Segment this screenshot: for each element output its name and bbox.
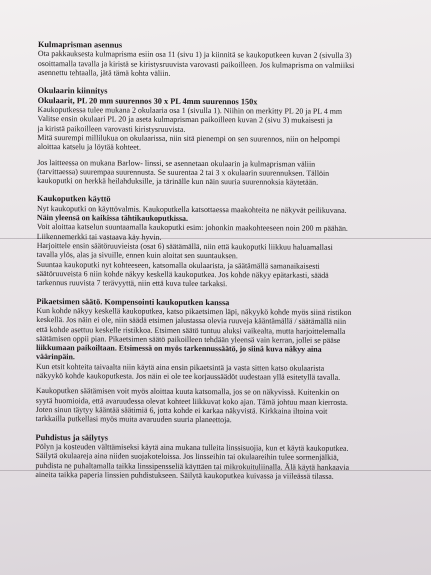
text-line-bold: Näin yleensä on kaikissa tähtikaukoputkissa. [36,213,189,224]
text-line-bold: liikkumaan paikoiltaan. Etsimessä on myös tarkennussäätö, jo siinä kuva näkyy aina [36,343,322,354]
text-line: Pölyn ja kosteuden välttämiseksi käytä aina mukana tulleita linssisuojia, kun et käytä kaukoputkea. [35,441,349,453]
text-line: tavalla ylös, alas ja sivuille, ennen kuin aloitat sen suuntauksen. [36,250,238,261]
text-line: Valitse ensin okulaari PL 20 ja aseta kulmaprisman paikoilleen kuvan 2 (sivu 3) mukaisesti ja [37,114,333,126]
text-line: syytä huomioida, että avaruudessa olevat kohteet liikkuvat koko ajan. Tämä johtuu maan kierrosta. [35,395,348,407]
text-line: säätämisen oppii pian. Pikaetsimen säätö paikoilleen tehdään yleensä vain kerran, jollei se pääse [36,333,341,345]
text-line: Kaukoputken säätämisen voit myös aloittaa kuuta katsomalla, jos se on näkyvissä. Kuitenkin on [35,386,340,398]
text-line: keskellä. Jos näin ei ole, niin säädä etsimen jalustassa olevia ruuveja kääntämällä / säätämällä niin [36,315,347,327]
text-line: puhdista ne puhaltamalla taikka linssipensseliä käyttäen tai mikrokuituliinalla. Älä käytä hankaavia [35,460,349,472]
text-line: Kun kohde näkyy keskellä kaukoputkea, katso pikaetsimen läpi, näkyykö kohde myös siinä ristikon [36,305,352,317]
text-line: säätöruuveista 6 niin kohde näkyy keskellä kaukoputkea. Jos kohde näkyy epätarkasti, säädä [36,268,329,280]
section-okulaari [37,86,426,188]
section-heading: Okulaarin kiinnitys [37,86,108,96]
text-line: Kaukoputkessa tulee mukana 2 okulaaria osa 1 (sivulla 1). Niihin on merkitty PL 20 ja PL 4 mm [37,105,343,116]
text-line: osoittamalla tavalla ja kiristä se kiristysruuvista varovasti paikoilleen. Jos kulmaprisma on valmiiksi [37,58,355,70]
section-heading: Kaukoputken käyttö [37,194,111,204]
section-subheading: Okulaarit, PL 20 mm suurennos 30 x PL 4mm suurennos 150x [37,95,258,107]
text-line: että kohde asettuu keskelle ristikkoa. Etsimen säätö tuntuu aluksi vaikealta, mutta harjoittelemalla [36,324,346,336]
text-line: tarkkailla putkellasi myös muita avaruuden suuria planeettoja. [35,414,232,425]
text-line: (tarvittaessa) suurempaa suurennusta. Se suurentaa 2 tai 3 x okulaarin suurennuksen. Tällöin [37,166,330,178]
section-heading: Puhdistus ja säilytys [35,432,108,442]
section-kaytto [36,194,425,289]
text-line: asennettu tehtaalla, jätä tämä kohta väliin. [37,67,171,78]
section-heading: Kulmaprisman asennus [37,40,123,50]
text-line: Mitä suurempi millilukua on okulaarissa, niin sitä pienempi on sen suurennos, niin on helpompi [37,132,341,144]
section-heading: Pikaetsimen säätö. Kompensointi kaukoputken kanssa [36,296,230,307]
text-line: näkyykö kohde kaukoputkesta. Jos näin ei ole tee korjaussäädöt uudestaan yllä esitetyllä tavalla. [35,371,341,382]
text-line-bold: väärinpäin. [36,352,75,362]
text-line: Kun etsit kohteita taivaalta niin käytä aina ensin pikaetsintä ja vasta sitten katso okulaarista [35,361,325,373]
text-line: Säilytä okulaareja aina niiden suojakoteloissa. Jos linsseihin tai okulaareihin tulee sormenjälkiä, [35,451,339,463]
text-line: tarkennus ruuvista 7 terävyyttä, niin että kuva tulee tarkaksi. [36,278,228,289]
text-line: Ota pakkauksesta kulmaprisma esiin osa 11 (sivu 1) ja kiinnitä se kaukoputkeen kuvan 2 (sivulla 3) [37,49,352,61]
document-body [35,40,426,490]
text-line: Liikennemerkki tai vastaava käy hyvin. [36,231,162,242]
text-line: Suuntaa kaukoputki nyt kohteeseen, katsomalla okulaarista, ja säätämällä samanaikaisesti [36,259,320,271]
text-line: kaukoputki on herkkä heilahduksille, ja tärinälle kun näin suuria suurennoksia käytetään. [37,176,319,187]
text-line: ja kiristä paikoilleen varovasti kiristysruuvista. [37,123,186,134]
text-line: Joten sinun täytyy kääntää säätimiä 6, jotta kohde ei karkaa näkyvistä. Kirkkaina iltoina voit [35,404,328,416]
section-kulmaprisma [38,40,426,80]
text-line: aloittaa katselu ja löytää kohteet. [37,142,142,152]
text-line: aineita taikka paperia linssien puhdistukseen. Säilytä kaukoputkea kuivassa ja viileässä tilassa. [35,469,334,481]
section-puhdistus [35,433,423,482]
section-pikaetsin [36,297,425,426]
text-line: Harjoittele ensin säätöruuvieista (osat 6) säätämällä, niin että kaukoputki liikkuu haluamallasi [36,241,333,252]
text-line: Jos laitteessa on mukana Barlow- linssi, se asennetaan okulaarin ja kulmaprisman väliin [37,157,316,169]
text-line: Nyt kaukoputki on käyttövalmis. Kaukoputkella katsottaessa maakohteita ne näkyvät peilikuvana. [36,203,347,215]
text-line: Voit aloittaa katselun suuntaamalla kaukoputki esim: johonkin maakohteeseen noin 200 m päähän. [36,222,348,234]
